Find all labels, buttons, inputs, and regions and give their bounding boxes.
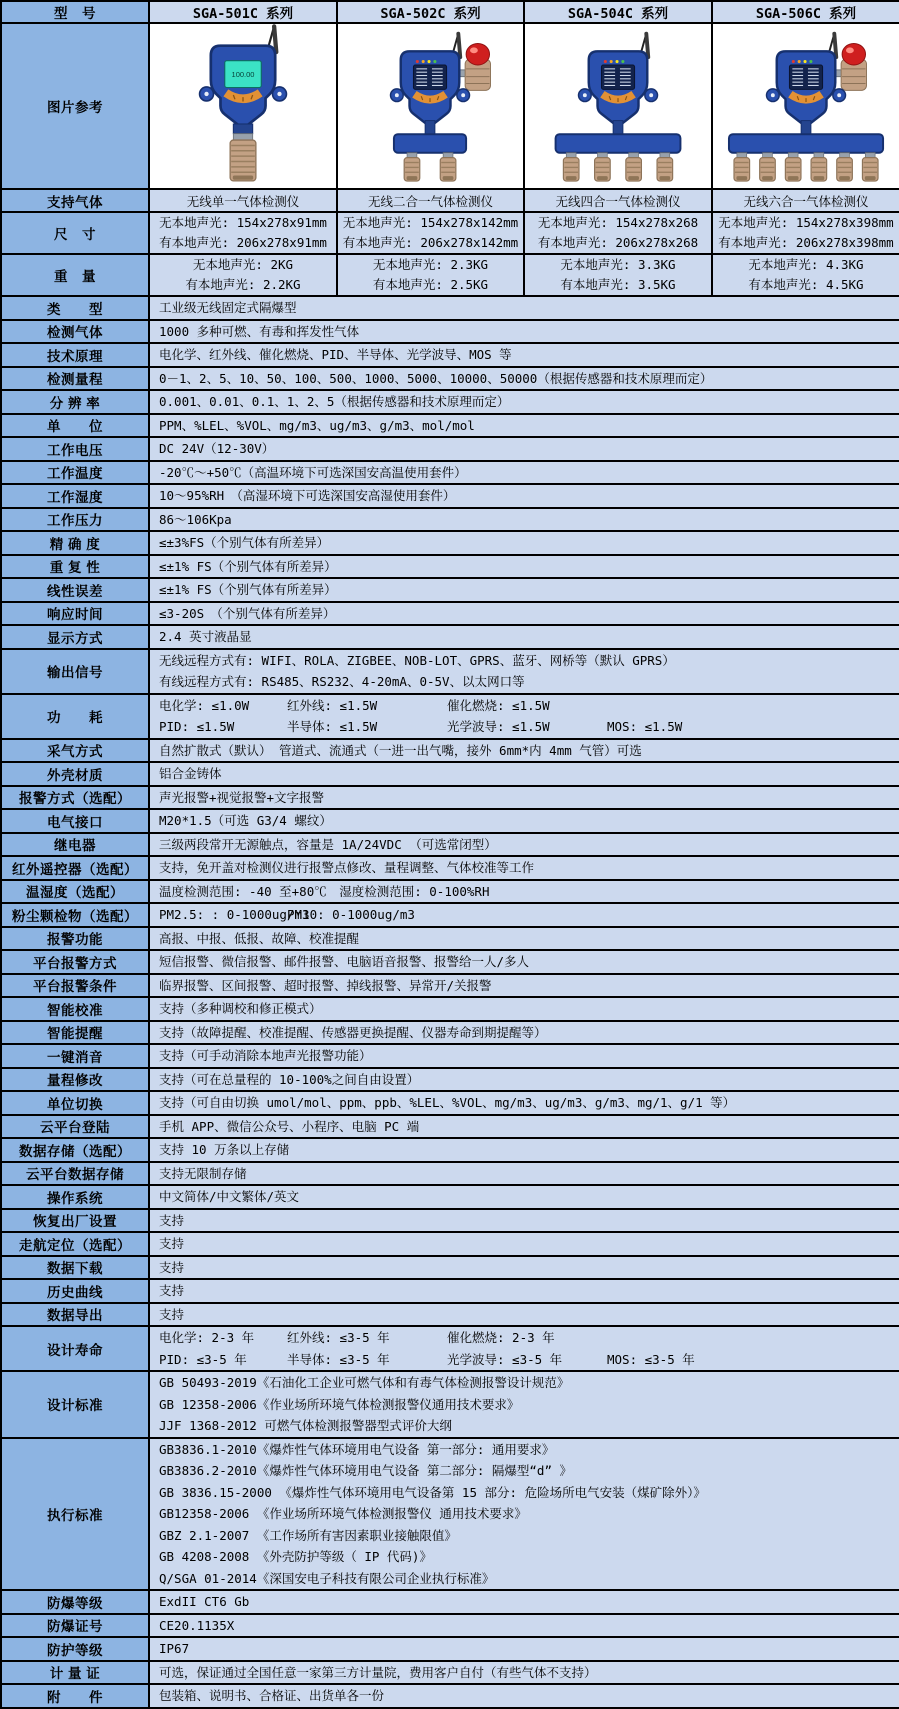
model-column-header: SGA-504C 系列	[524, 1, 712, 23]
spec-row-value	[149, 880, 899, 904]
spec-row-label: 执行标准	[1, 1438, 149, 1591]
spec-row-value	[149, 578, 899, 602]
spec-row-label: 计 量 证	[1, 1661, 149, 1685]
spec-value-line: GB 12358-2006《作业场所环境气体检测报警仪通用技术要求》	[159, 1396, 520, 1412]
spec-value-line: 自然扩散式（默认） 管道式、流通式（一进一出气嘴，接外 6mm*内 4mm 气管）可选	[159, 742, 642, 758]
size-value	[712, 212, 899, 254]
spec-row-value	[149, 762, 899, 786]
spec-value-line: ≤±1% FS（个别气体有所差异）	[159, 558, 337, 574]
spec-value-segment: 电化学: 2-3 年	[159, 1330, 255, 1345]
spec-value-line: 支持（可自由切换 umol/mol、ppm、ppb、%LEL、%VOL、mg/m3、ug/m3、g/m3、mg/1、g/1 等）	[159, 1095, 736, 1110]
weight-value	[712, 254, 899, 296]
spec-value-segment: 催化燃烧: ≤1.5W	[447, 697, 550, 713]
spec-row-value	[149, 1438, 899, 1591]
spec-value-line: GB 50493-2019《石油化工企业可燃气体和有毒气体检测报警设计规范》	[159, 1375, 570, 1390]
spec-row-value	[149, 809, 899, 833]
spec-row-value	[149, 833, 899, 857]
row-label-weight: 重 量	[1, 254, 149, 296]
spec-row-value	[149, 997, 899, 1021]
spec-value-line: 温度检测范围: -40 至+80℃ 湿度检测范围: 0-100%RH	[159, 883, 490, 899]
spec-row-value	[149, 856, 899, 880]
spec-row-label: 一键消音	[1, 1044, 149, 1068]
spec-row-label: 分 辨 率	[1, 390, 149, 414]
spec-row-label: 量程修改	[1, 1068, 149, 1092]
row-label-supported-gas: 支持气体	[1, 189, 149, 212]
spec-row-value	[149, 1091, 899, 1115]
spec-row-value	[149, 786, 899, 810]
spec-row-label: 工作电压	[1, 437, 149, 461]
spec-value-line: GB 3836.15-2000 《爆炸性气体环境用电气设备第 15 部分: 危险场所电气安装（煤矿除外）》	[159, 1484, 706, 1500]
spec-row-value	[149, 1115, 899, 1139]
spec-value-line: 工业级无线固定式隔爆型	[159, 300, 297, 315]
gas-detector-2in1-image	[337, 23, 524, 189]
spec-row-value	[149, 694, 899, 739]
spec-value-line: 支持	[159, 1212, 185, 1228]
gas-detector-4in1-illustration	[527, 24, 710, 183]
spec-value-line: 0.001、0.01、0.1、1、2、5（根据传感器和技术原理而定）	[159, 394, 510, 409]
spec-row-value	[149, 555, 899, 579]
spec-value-line: 支持（可在总量程的 10-100%之间自由设置）	[159, 1071, 420, 1087]
weight-value-line: 无本地声光: 2.3KG	[372, 257, 489, 272]
spec-value-line: -20℃～+50℃（高温环境下可选深国安高温使用套件）	[159, 464, 467, 480]
weight-value-line: 无本地声光: 3.3KG	[560, 257, 676, 272]
spec-row-label: 云平台数据存储	[1, 1162, 149, 1186]
spec-value-line	[159, 904, 895, 926]
spec-row-value	[149, 625, 899, 649]
spec-row-value	[149, 367, 899, 391]
spec-row-value	[149, 1590, 899, 1614]
model-column-header: SGA-501C 系列	[149, 1, 337, 23]
spec-row-label: 平台报警条件	[1, 974, 149, 998]
spec-value-line: Q/SGA 01-2014《深国安电子科技有限公司企业执行标准》	[159, 1570, 495, 1586]
spec-row-value	[149, 296, 899, 320]
spec-row-label: 智能校准	[1, 997, 149, 1021]
spec-row-value	[149, 461, 899, 485]
spec-value-line: ≤±1% FS（个别气体有所差异）	[159, 582, 337, 597]
spec-row-label: 防爆等级	[1, 1590, 149, 1614]
spec-row-label: 重 复 性	[1, 555, 149, 579]
weight-value	[337, 254, 524, 296]
spec-row-label: 防爆证号	[1, 1614, 149, 1638]
spec-row-value	[149, 1044, 899, 1068]
spec-row-label: 检测气体	[1, 320, 149, 344]
spec-row-value	[149, 1637, 899, 1661]
size-value	[524, 212, 712, 254]
spec-row-label: 技术原理	[1, 343, 149, 367]
spec-row-label: 防护等级	[1, 1637, 149, 1661]
spec-value-line: GBZ 2.1-2007 《工作场所有害因素职业接触限值》	[159, 1527, 457, 1543]
gas-detector-4in1-image	[524, 23, 712, 189]
spec-row-value	[149, 1279, 899, 1303]
spec-value-segment: MOS: ≤3-5 年	[607, 1351, 695, 1367]
spec-row-label: 数据导出	[1, 1303, 149, 1327]
spec-value-segment: MOS: ≤1.5W	[607, 719, 683, 734]
spec-value-line: 短信报警、微信报警、邮件报警、电脑语音报警、报警给一人/多人	[159, 954, 530, 969]
weight-value-line: 有本地声光: 3.5KG	[560, 277, 676, 292]
spec-row-value	[149, 950, 899, 974]
spec-row-value	[149, 1138, 899, 1162]
spec-value-segment: 电化学: ≤1.0W	[159, 697, 250, 713]
spec-value-line: 中文简体/中文繁体/英文	[159, 1189, 300, 1204]
weight-value-line: 无本地声光: 4.3KG	[748, 257, 864, 272]
spec-value-line	[159, 1349, 895, 1371]
spec-value-line: ≤3-20S （个别气体有所差异）	[159, 605, 336, 621]
spec-row-label: 采气方式	[1, 739, 149, 763]
gas-detector-single-image	[149, 23, 337, 189]
spec-value-line: 可选，保证通过全国任意一家第三方计量院，费用客户自付（有些气体不支持）	[159, 1664, 597, 1680]
spec-row-value	[149, 739, 899, 763]
spec-value-line: 支持（可手动消除本地声光报警功能）	[159, 1048, 372, 1063]
spec-row-label: 输出信号	[1, 649, 149, 694]
spec-row-label: 云平台登陆	[1, 1115, 149, 1139]
spec-row-value	[149, 531, 899, 555]
size-value-line: 无本地声光: 154x278x142mm	[342, 215, 519, 230]
spec-row-value	[149, 1614, 899, 1638]
model-column-header: SGA-502C 系列	[337, 1, 524, 23]
spec-value-line: 临界报警、区间报警、超时报警、掉线报警、异常开/关报警	[159, 977, 492, 993]
spec-row-value	[149, 927, 899, 951]
spec-value-line: 支持，免开盖对检测仪进行报警点修改、量程调整、气体校准等工作	[159, 860, 535, 875]
gas-detector-single-illustration	[152, 24, 335, 183]
spec-row-value	[149, 903, 899, 927]
spec-value-line: 支持	[159, 1283, 185, 1298]
spec-row-label: 单 位	[1, 414, 149, 438]
spec-row-label: 设计标准	[1, 1371, 149, 1438]
spec-value-line: 高报、中报、低报、故障、校准提醒	[159, 930, 360, 946]
spec-row-label: 粉尘颗检物（选配）	[1, 903, 149, 927]
spec-row-label: 单位切换	[1, 1091, 149, 1115]
spec-value-segment: 半导体: ≤1.5W	[287, 719, 378, 734]
size-value	[149, 212, 337, 254]
spec-value-line: 支持	[159, 1259, 185, 1275]
spec-value-line: GB 4208-2008 《外壳防护等级（ IP 代码)》	[159, 1549, 432, 1564]
spec-value-segment: 红外线: ≤3-5 年	[287, 1330, 390, 1345]
spec-row-label: 智能提醒	[1, 1021, 149, 1045]
spec-value-line: 电化学、红外线、催化燃烧、PID、半导体、光学波导、MOS 等	[159, 347, 512, 362]
spec-value-segment: 光学波导: ≤1.5W	[447, 719, 550, 734]
spec-row-value	[149, 602, 899, 626]
spec-row-label: 温湿度（选配）	[1, 880, 149, 904]
spec-value-segment: PM10: 0-1000ug/m3	[287, 907, 415, 922]
spec-value-segment: PM2.5: : 0-1000ug/m3	[159, 907, 310, 922]
supported-gas-value: 无线单一气体检测仪	[149, 189, 337, 212]
spec-value-segment: 红外线: ≤1.5W	[287, 697, 378, 713]
size-value-line: 有本地声光: 206x278x91mm	[159, 235, 327, 250]
spec-value-line: 支持（多种调校和修正模式）	[159, 1001, 322, 1016]
spec-row-label: 设计寿命	[1, 1326, 149, 1371]
row-label-size: 尺 寸	[1, 212, 149, 254]
spec-value-line: PPM、%LEL、%VOL、mg/m3、ug/m3、g/m3、mol/mol	[159, 417, 475, 433]
supported-gas-value: 无线六合一气体检测仪	[712, 189, 899, 212]
spec-row-value	[149, 1185, 899, 1209]
spec-value-line: 支持无限制存储	[159, 1165, 247, 1181]
spec-value-line: DC 24V（12-30V）	[159, 441, 275, 456]
spec-value-segment: PID: ≤1.5W	[159, 719, 235, 734]
spec-row-label: 平台报警方式	[1, 950, 149, 974]
weight-value-line: 有本地声光: 4.5KG	[748, 277, 864, 292]
spec-row-label: 工作温度	[1, 461, 149, 485]
spec-row-value	[149, 1021, 899, 1045]
spec-value-line: GB12358-2006 《作业场所环境气体检测报警仪 通用技术要求》	[159, 1506, 527, 1521]
spec-row-value	[149, 320, 899, 344]
spec-row-label: 历史曲线	[1, 1279, 149, 1303]
spec-value-line: 铝合金铸体	[159, 766, 222, 781]
size-value-line: 有本地声光: 206x278x142mm	[342, 235, 519, 250]
gas-detector-2in1-illustration	[339, 24, 522, 183]
spec-row-label: 报警方式（选配）	[1, 786, 149, 810]
spec-value-line: 支持	[159, 1236, 185, 1251]
spec-value-line: 手机 APP、微信公众号、小程序、电脑 PC 端	[159, 1118, 420, 1134]
spec-row-label: 功 耗	[1, 694, 149, 739]
size-value-line: 无本地声光: 154x278x91mm	[159, 215, 327, 230]
spec-row-value	[149, 343, 899, 367]
spec-row-value	[149, 1371, 899, 1438]
spec-row-value	[149, 508, 899, 532]
spec-row-label: 工作湿度	[1, 484, 149, 508]
spec-row-label: 工作压力	[1, 508, 149, 532]
spec-row-label: 恢复出厂设置	[1, 1209, 149, 1233]
spec-row-label: 显示方式	[1, 625, 149, 649]
spec-value-line: GB3836.2-2010《爆炸性气体环境用电气设备 第二部分: 隔爆型“d” 》	[159, 1463, 573, 1478]
spec-row-label: 电气接口	[1, 809, 149, 833]
spec-row-value	[149, 1068, 899, 1092]
supported-gas-value: 无线四合一气体检测仪	[524, 189, 712, 212]
spec-value-line: GB3836.1-2010《爆炸性气体环境用电气设备 第一部分: 通用要求》	[159, 1441, 555, 1457]
size-value-line: 无本地声光: 154x278x398mm	[718, 215, 894, 230]
spec-value-line: 10～95%RH （高湿环境下可选深国安高湿使用套件）	[159, 488, 456, 503]
spec-row-value	[149, 1256, 899, 1280]
spec-value-line: JJF 1368-2012 可燃气体检测报警器型式评价大纲	[159, 1418, 452, 1433]
weight-value-line: 有本地声光: 2.5KG	[372, 277, 489, 292]
size-value-line: 有本地声光: 206x278x268	[537, 235, 699, 250]
spec-value-line	[159, 1327, 895, 1349]
spec-row-value	[149, 414, 899, 438]
gas-detector-6in1-illustration	[715, 24, 898, 183]
spec-value-segment: 催化燃烧: 2-3 年	[447, 1330, 555, 1345]
spec-value-line	[159, 695, 895, 717]
size-value-line: 无本地声光: 154x278x268	[537, 215, 699, 230]
spec-value-line	[159, 716, 895, 738]
spec-row-label: 走航定位（选配）	[1, 1232, 149, 1256]
spec-value-line: 有线远程方式有: RS485、RS232、4-20mA、0-5V、以太网口等	[159, 674, 525, 689]
spec-row-value	[149, 1232, 899, 1256]
gas-detector-6in1-image	[712, 23, 899, 189]
model-column-header: SGA-506C 系列	[712, 1, 899, 23]
spec-row-value	[149, 390, 899, 414]
spec-value-segment: 半导体: ≤3-5 年	[287, 1351, 390, 1367]
spec-row-label: 操作系统	[1, 1185, 149, 1209]
spec-value-line: M20*1.5（可选 G3/4 螺纹）	[159, 813, 332, 828]
spec-value-line: 声光报警+视觉报警+文字报警	[159, 789, 325, 805]
spec-row-label: 外壳材质	[1, 762, 149, 786]
spec-row-label: 红外遥控器（选配）	[1, 856, 149, 880]
size-value-line: 有本地声光: 206x278x398mm	[718, 235, 894, 250]
spec-row-value	[149, 649, 899, 694]
spec-value-segment: PID: ≤3-5 年	[159, 1351, 247, 1367]
spec-row-label: 继电器	[1, 833, 149, 857]
spec-value-segment: 光学波导: ≤3-5 年	[447, 1351, 563, 1367]
supported-gas-value: 无线二合一气体检测仪	[337, 189, 524, 212]
spec-row-label: 报警功能	[1, 927, 149, 951]
weight-value-line: 有本地声光: 2.2KG	[185, 277, 301, 292]
spec-row-label: 类 型	[1, 296, 149, 320]
spec-value-line: 支持 10 万条以上存储	[159, 1142, 290, 1157]
spec-row-label: 响应时间	[1, 602, 149, 626]
spec-row-value	[149, 484, 899, 508]
spec-row-label: 附 件	[1, 1684, 149, 1708]
spec-value-line: IP67	[159, 1641, 190, 1656]
spec-value-line: 2.4 英寸液晶显	[159, 629, 252, 644]
weight-value	[149, 254, 337, 296]
spec-value-line: 支持（故障提醒、校准提醒、传感器更换提醒、仪器寿命到期提醒等）	[159, 1024, 547, 1040]
size-value	[337, 212, 524, 254]
spec-value-line: 三级两段常开无源触点，容量是 1A/24VDC （可选常闭型）	[159, 836, 497, 852]
weight-value-line: 无本地声光: 2KG	[192, 257, 294, 272]
spec-value-line: 无线远程方式有: WIFI、ROLA、ZIGBEE、NOB-LOT、GPRS、蓝牙、网桥等（默认 GPRS）	[159, 652, 675, 668]
spec-value-line: 86～106Kpa	[159, 511, 232, 527]
spec-row-value	[149, 1684, 899, 1708]
spec-value-line: 1000 多种可燃、有毒和挥发性气体	[159, 323, 360, 339]
spec-value-line: ExdII CT6 Gb	[159, 1594, 250, 1609]
spec-value-line: 支持	[159, 1306, 185, 1322]
spec-row-value	[149, 974, 899, 998]
spec-row-value	[149, 1661, 899, 1685]
spec-value-line: ≤±3%FS（个别气体有所差异）	[159, 535, 330, 550]
row-label-image: 图片参考	[1, 23, 149, 189]
spec-row-label: 线性误差	[1, 578, 149, 602]
spec-row-value	[149, 1209, 899, 1233]
spec-row-value	[149, 1303, 899, 1327]
row-label-model: 型 号	[1, 1, 149, 23]
svg-text:100.00: 100.00	[231, 69, 254, 79]
spec-value-line: CE20.1135X	[159, 1617, 235, 1633]
spec-row-value	[149, 1162, 899, 1186]
spec-value-line: 包装箱、说明书、合格证、出货单各一份	[159, 1688, 385, 1703]
spec-row-value	[149, 437, 899, 461]
spec-row-label: 数据下载	[1, 1256, 149, 1280]
spec-row-label: 检测量程	[1, 367, 149, 391]
spec-value-line: 0－1、2、5、10、50、100、500、1000、5000、10000、50000（根据传感器和技术原理而定）	[159, 370, 713, 386]
weight-value	[524, 254, 712, 296]
spec-row-label: 精 确 度	[1, 531, 149, 555]
spec-row-label: 数据存储（选配）	[1, 1138, 149, 1162]
spec-row-value	[149, 1326, 899, 1371]
